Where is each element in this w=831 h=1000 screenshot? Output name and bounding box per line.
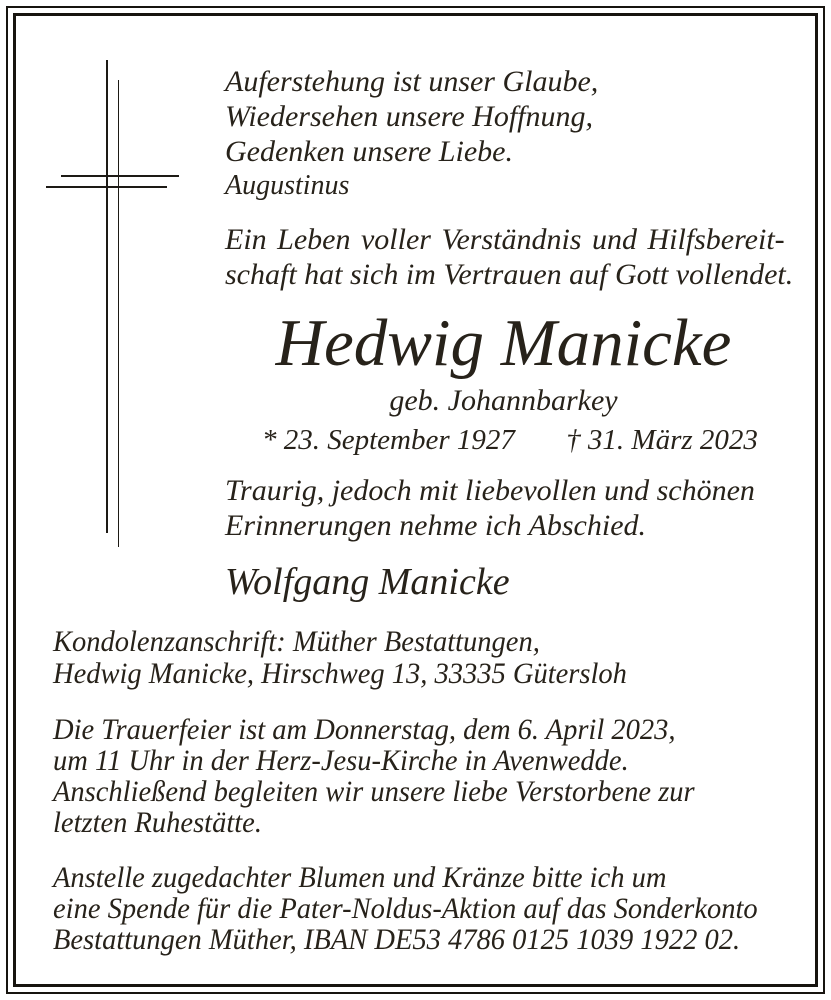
quote-line: Gedenken unsere Liebe. (225, 135, 513, 168)
cross-horizontal-line-1 (61, 175, 179, 177)
intro-paragraph (225, 222, 793, 292)
death-date: † 31. März 2023 (566, 424, 758, 456)
funeral-line: Anschließend begleiten wir unsere liebe Verstorbene zur (53, 775, 695, 808)
funeral-information (53, 714, 695, 838)
farewell-line: Erinnerungen nehme ich Abschied. (225, 509, 647, 542)
intro-line: Ein Leben voller Verständnis und Hilfsbereit- (225, 223, 785, 256)
mourner-name: Wolfgang Manicke (225, 561, 510, 603)
condolence-address (53, 626, 627, 690)
donation-line: Anstelle zugedachter Blumen und Kränze bitte ich um (53, 861, 667, 894)
donation-request (53, 862, 758, 955)
quote-line: Auferstehung ist unser Glaube, (225, 65, 599, 98)
intro-line: schaft hat sich im Vertrauen auf Gott vollendet. (225, 258, 794, 291)
cross-vertical-line-1 (106, 60, 108, 533)
donation-line: Bestattungen Müther, IBAN DE53 4786 0125 1039 1922 02. (53, 923, 741, 956)
deceased-name: Hedwig Manicke (275, 306, 732, 380)
farewell-paragraph (225, 473, 755, 543)
birth-date: * 23. September 1927 (262, 424, 515, 456)
life-dates (262, 424, 758, 457)
funeral-line: letzten Ruhestätte. (53, 806, 262, 839)
funeral-line: Die Trauerfeier ist am Donnerstag, dem 6. April 2023, (53, 713, 676, 746)
farewell-line: Traurig, jedoch mit liebevollen und schönen (225, 474, 755, 507)
quote-attribution: Augustinus (225, 170, 350, 201)
cross-horizontal-line-2 (46, 186, 167, 188)
opening-quote (225, 64, 598, 169)
condolence-line: Hedwig Manicke, Hirschweg 13, 33335 Gütersloh (53, 657, 627, 690)
cross-vertical-line-2 (118, 80, 119, 547)
maiden-name: geb. Johannbarkey (389, 384, 618, 417)
quote-line: Wiedersehen unsere Hoffnung, (225, 100, 593, 133)
condolence-line: Kondolenzanschrift: Müther Bestattungen, (53, 625, 540, 658)
donation-line: eine Spende für die Pater-Noldus-Aktion auf das Sonderkonto (53, 892, 758, 925)
funeral-line: um 11 Uhr in der Herz-Jesu-Kirche in Avenwedde. (53, 744, 629, 777)
